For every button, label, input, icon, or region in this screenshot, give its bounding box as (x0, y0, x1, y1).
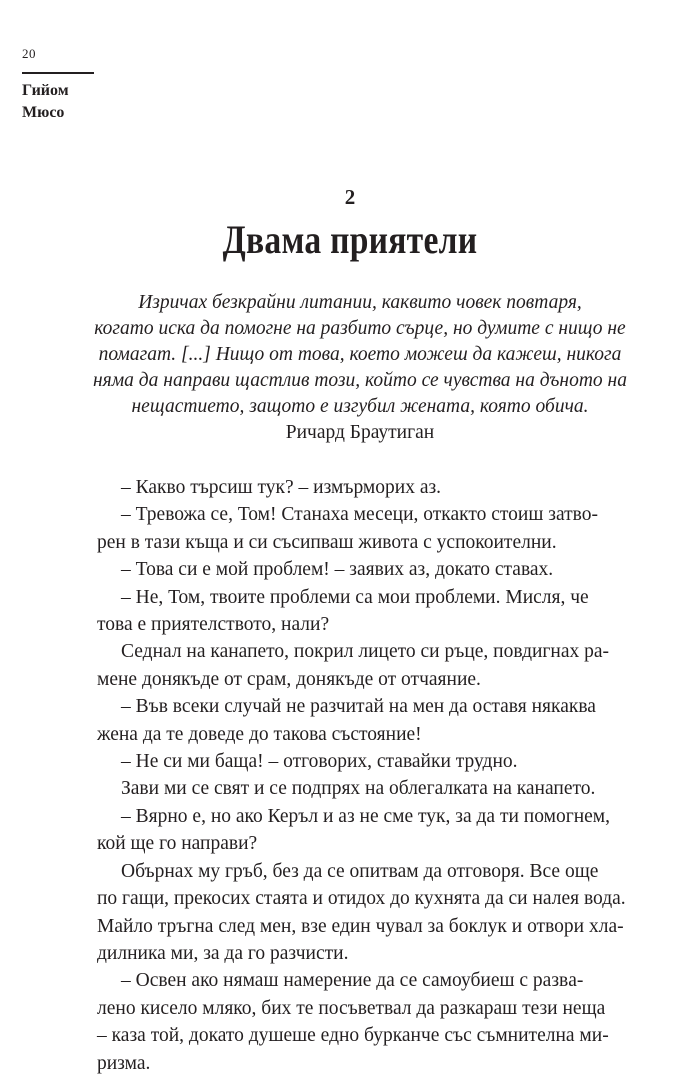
body-line: – Във всеки случай не разчитай на мен да оставя някаква (121, 696, 596, 718)
body-line: – Какво търсиш тук? – измърморих аз. (121, 477, 442, 498)
body-line: това е приятелството, нали? (97, 614, 330, 636)
body-line: Майло тръгна след мен, взе един чувал за боклук и отвори хла- (97, 915, 624, 937)
body-line: Зави ми се свят и се подпрях на облегалката на канапето. (121, 778, 596, 800)
page-number: 20 (22, 46, 36, 61)
body-line: кой ще го направи? (97, 833, 258, 855)
epigraph-line: Изричах безкрайни литании, каквито човек повтаря, (138, 292, 582, 313)
author-first-name: Гийом (22, 82, 69, 99)
body-line: рен в тази къща и си съсипваш живота с успокоителни. (97, 531, 557, 553)
chapter-number: 2 (344, 185, 356, 209)
body-line: Обърнах му гръб, без да се опитвам да отговоря. Все още (121, 860, 599, 882)
body-line: мене донякъде от срам, донякъде от отчаяние. (97, 668, 481, 690)
body-line: – Не, Том, твоите проблеми са мои проблеми. Мисля, че (121, 586, 589, 608)
body-line: – Тревожа се, Том! Станаха месеци, откакто стоиш затво- (121, 504, 598, 526)
body-line: Седнал на канапето, покрил лицето си ръце, повдигнах ра- (121, 641, 610, 663)
chapter-body (97, 474, 626, 1077)
body-line: дилника ми, за да го разчисти. (97, 942, 349, 964)
body-line: – Това си е мой проблем! – заявих аз, докато ставах. (121, 559, 554, 581)
epigraph (80, 290, 640, 446)
body-line: лено кисело мляко, бих те посъветвал да разкараш тези неща (97, 997, 606, 1019)
epigraph-line: когато иска да помогне на разбито сърце, но думите с нищо не (94, 318, 626, 339)
chapter-title: Двама приятели (222, 217, 478, 262)
body-line: – каза той, докато душеше едно бурканче със съмнителна ми- (97, 1025, 609, 1047)
body-line: жена да те доведе до такова състояние! (97, 723, 422, 745)
epigraph-line: няма да направи щастлив този, който се чувства на дъното на (93, 370, 627, 391)
author-last-name: Мюсо (22, 104, 65, 121)
running-header-author (22, 80, 69, 124)
header-divider (22, 72, 94, 74)
epigraph-attribution: Ричард Браутиган (285, 422, 435, 443)
body-line: ризма. (97, 1052, 151, 1074)
body-line: – Вярно е, но ако Керъл и аз не сме тук, за да ти помогнем, (121, 805, 610, 827)
body-line: – Освен ако нямаш намерение да се самоубиеш с развa- (121, 970, 584, 992)
epigraph-line: помагат. [...] Нищо от това, което можеш да кажеш, никога (98, 344, 622, 365)
epigraph-line: нещастието, защото е изгубил жената, която обича. (131, 396, 589, 417)
body-line: – Не си ми баща! – отговорих, ставайки трудно. (121, 751, 518, 773)
body-line: по гащи, прекосих стаята и отидох до кухнята да си налея вода. (97, 888, 626, 910)
